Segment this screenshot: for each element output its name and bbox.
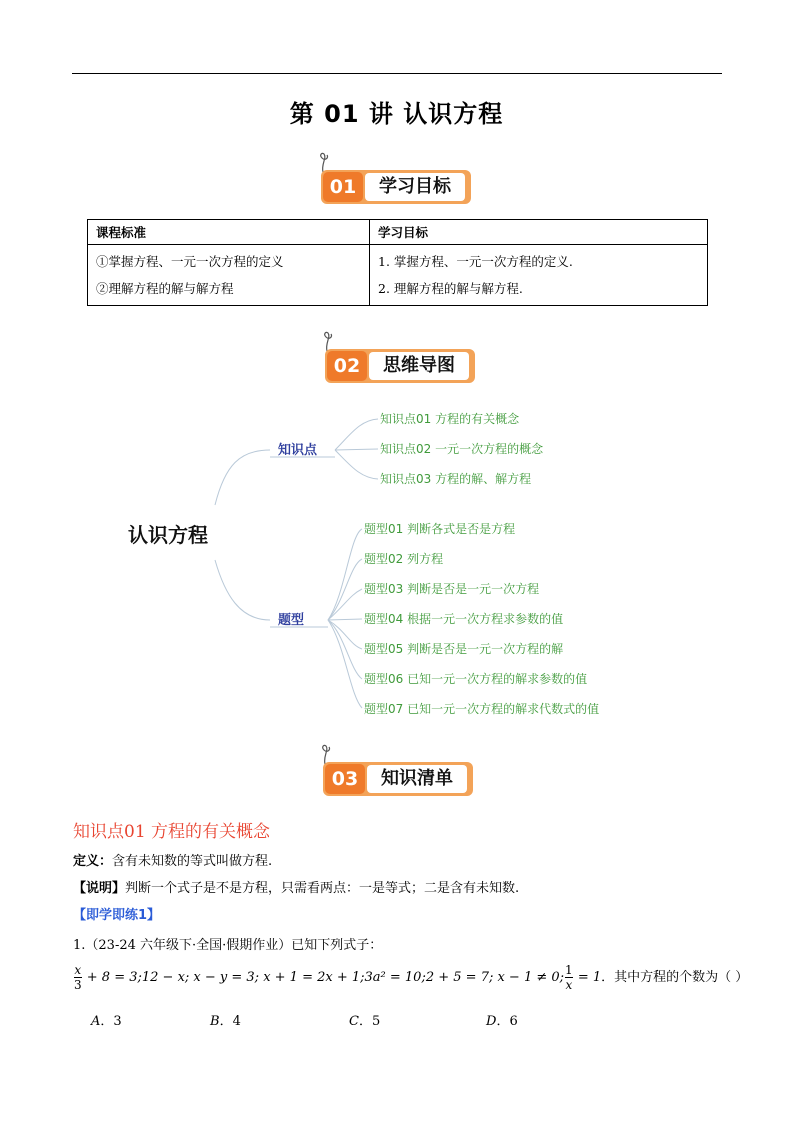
option-d[interactable]: D．6 <box>486 1014 518 1029</box>
option-value: 6 <box>509 1014 518 1029</box>
goals-table <box>87 219 708 306</box>
badge-number: 01 <box>323 172 363 202</box>
formula-part: = 1 <box>573 970 602 985</box>
goal-item: 2. 理解方程的解与解方程. <box>378 281 523 296</box>
option-value: 4 <box>232 1014 241 1029</box>
option-c[interactable]: C．5 <box>349 1014 381 1029</box>
definition-label: 定义： <box>73 854 113 869</box>
formula-part: + 8 = 3;12 − x; x − y = 3; x + 1 = 2x + 1;3a² = 10;2 + 5 = 7; x − 1 ≠ 0; <box>82 970 565 985</box>
fraction-denominator: x <box>565 978 573 992</box>
table-cell-goals <box>370 245 708 306</box>
standard-item: ①掌握方程、一元一次方程的定义 <box>96 254 284 269</box>
table-header-goal: 学习目标 <box>370 220 708 245</box>
mindmap-leaf: 题型02 列方程 <box>364 552 444 566</box>
option-value: 5 <box>371 1014 381 1029</box>
table-cell-standards <box>88 245 370 306</box>
mindmap-leaf: 题型03 判断是否是一元一次方程 <box>364 582 540 596</box>
badge-label: 思维导图 <box>369 352 469 380</box>
option-letter: C <box>349 1014 359 1029</box>
fraction-x-over-3 <box>74 963 82 992</box>
option-letter: B <box>210 1014 220 1029</box>
question-prefix: 1.（23-24 六年级下·全国·假期作业）已知下列式子： <box>73 938 383 953</box>
fraction-numerator: 1 <box>565 963 573 977</box>
question-tail: ．其中方程的个数为（ ） <box>601 970 749 985</box>
mindmap-root: 认识方程 <box>128 523 208 547</box>
note-line <box>73 879 519 899</box>
mindmap-leaf: 知识点03 方程的解、解方程 <box>380 472 532 486</box>
practice-label: 【即学即练1】 <box>73 908 161 923</box>
mindmap-leaf: 知识点02 一元一次方程的概念 <box>380 442 544 456</box>
option-letter: A <box>91 1014 101 1029</box>
option-letter: D <box>486 1014 497 1029</box>
fraction-denominator: 3 <box>74 978 82 992</box>
definition-line <box>73 852 272 872</box>
section-badge-knowledge <box>323 752 483 800</box>
option-a[interactable]: A．3 <box>91 1014 122 1029</box>
section-badge-mindmap <box>325 339 485 387</box>
badge-number: 03 <box>325 764 365 794</box>
table-header-standard: 课程标准 <box>88 220 370 245</box>
badge-label: 学习目标 <box>365 173 465 201</box>
mindmap-leaf: 题型04 根据一元一次方程求参数的值 <box>364 612 564 626</box>
fraction-1-over-x <box>565 963 573 992</box>
note-label: 【说明】 <box>73 881 126 896</box>
header-rule <box>72 73 722 74</box>
badge-label: 知识清单 <box>367 765 467 793</box>
goal-item: 1. 掌握方程、一元一次方程的定义. <box>378 254 573 269</box>
mindmap-leaf: 题型06 已知一元一次方程的解求参数的值 <box>364 672 588 686</box>
standard-item: ②理解方程的解与解方程 <box>96 281 234 296</box>
mindmap-leaf: 题型05 判断是否是一元一次方程的解 <box>364 642 564 656</box>
option-value: 3 <box>113 1014 122 1029</box>
mind-map <box>100 395 660 725</box>
fraction-numerator: x <box>74 963 82 977</box>
knowledge-point-heading: 知识点01 方程的有关概念 <box>73 822 271 842</box>
section-badge-goals <box>321 160 481 208</box>
page-title: 第 01 讲 认识方程 <box>289 100 504 128</box>
mindmap-leaf: 知识点01 方程的有关概念 <box>380 412 520 426</box>
definition-text: 含有未知数的等式叫做方程. <box>112 854 273 869</box>
badge-number: 02 <box>327 351 367 381</box>
mindmap-branch-questions: 题型 <box>278 613 305 628</box>
mindmap-leaf: 题型01 判断各式是否是方程 <box>364 522 516 536</box>
question-formula <box>73 963 748 992</box>
mindmap-leaf: 题型07 已知一元一次方程的解求代数式的值 <box>364 702 600 716</box>
option-b[interactable]: B．4 <box>210 1014 241 1029</box>
mindmap-branch-knowledge: 知识点 <box>278 443 318 458</box>
note-text: 判断一个式子是不是方程，只需看两点：一是等式；二是含有未知数. <box>125 881 520 896</box>
